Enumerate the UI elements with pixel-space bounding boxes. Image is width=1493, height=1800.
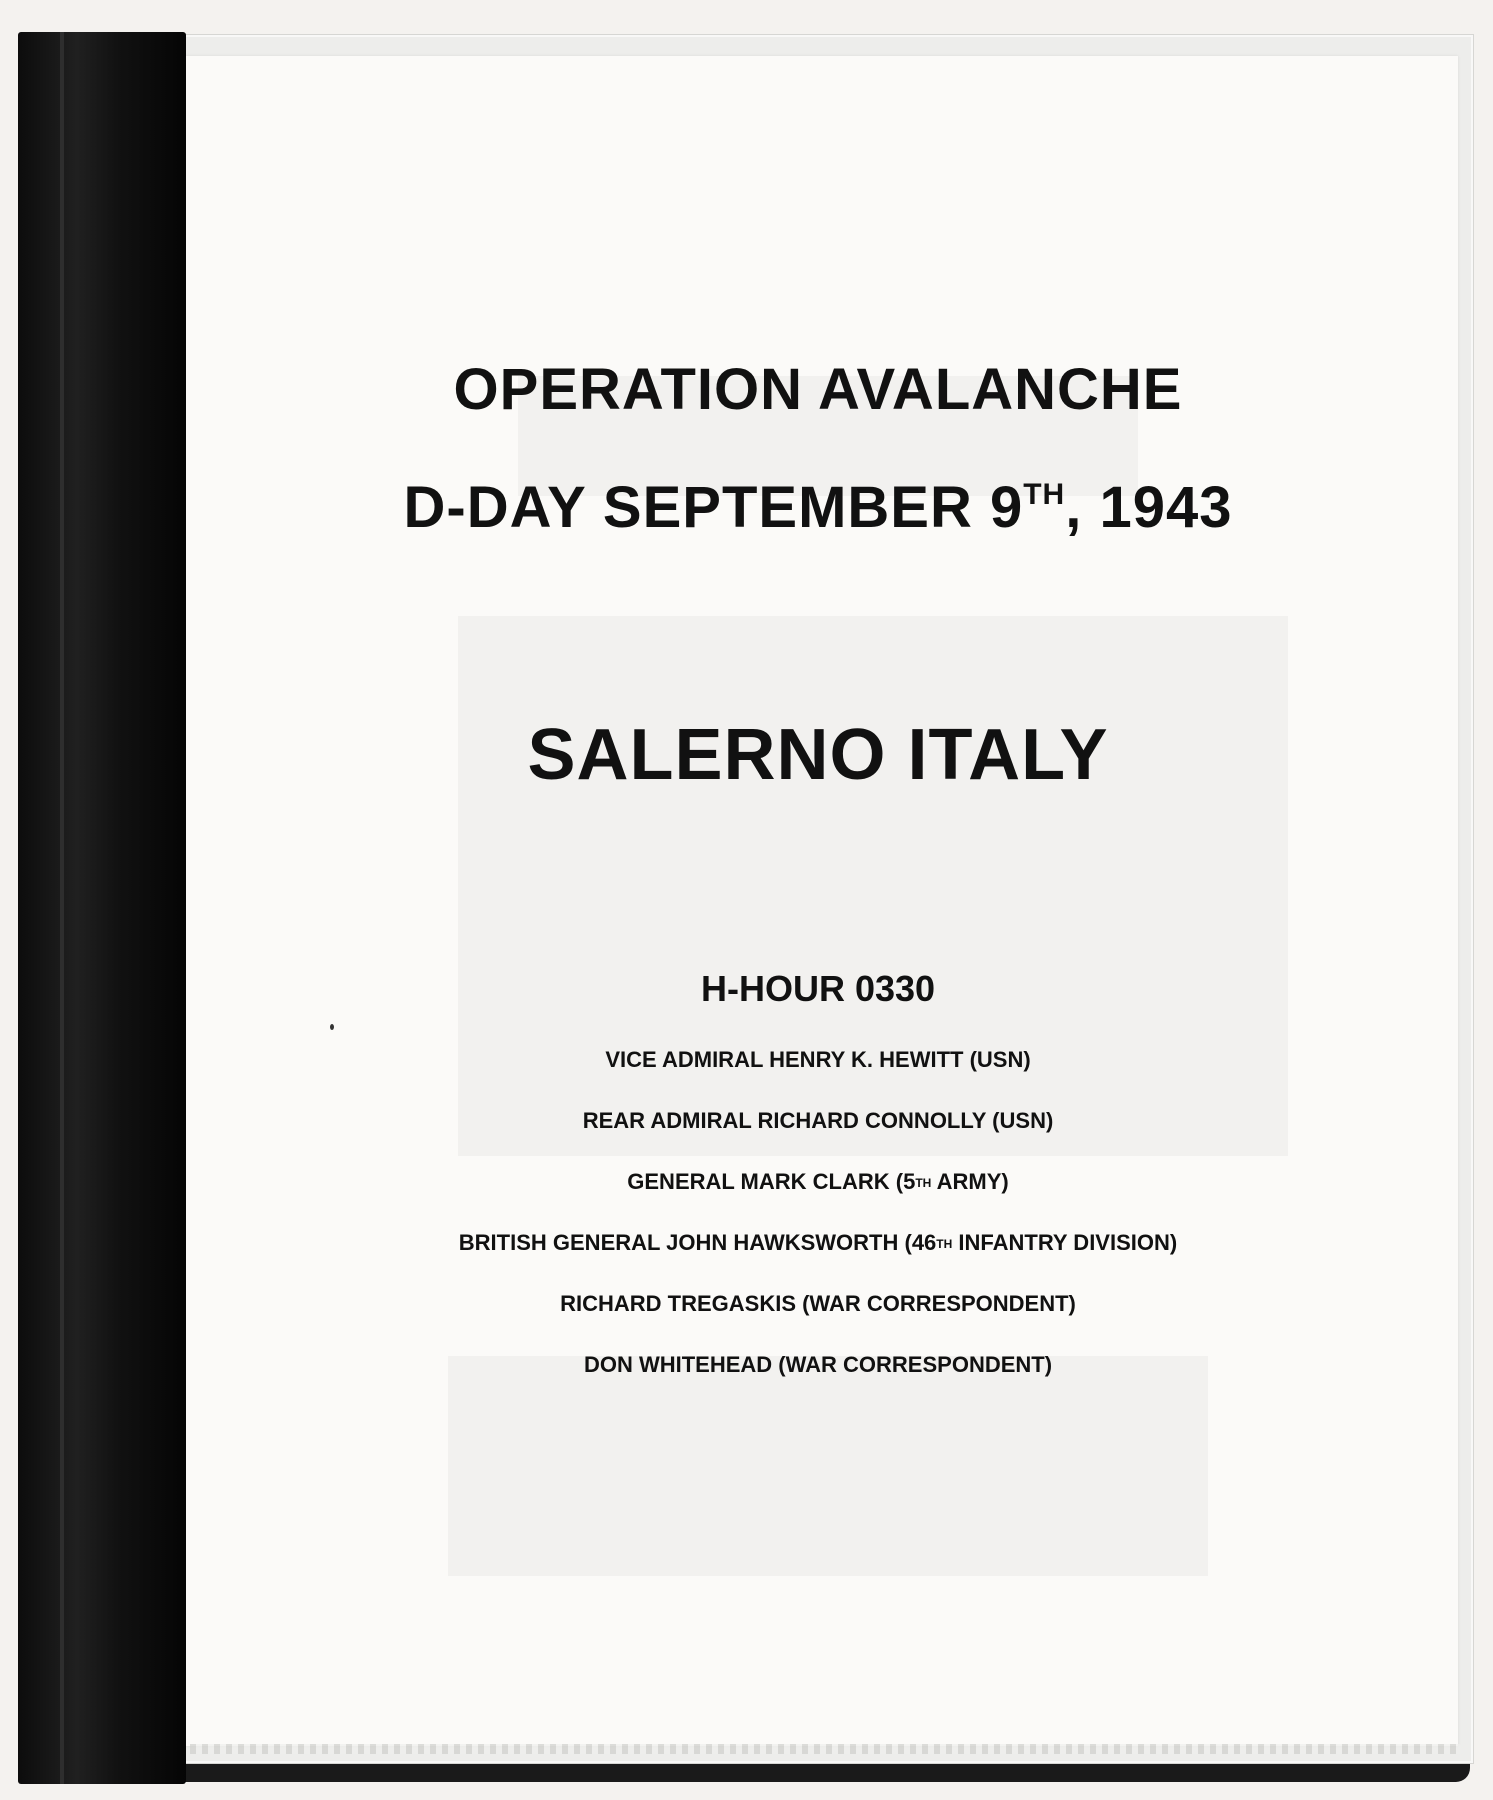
personnel-item-suffix: ARMY) xyxy=(931,1169,1009,1194)
paper-speck xyxy=(330,1024,334,1030)
personnel-item-ordinal: TH xyxy=(915,1176,932,1190)
d-day-date-suffix: , 1943 xyxy=(1065,475,1233,540)
operation-title: OPERATION AVALANCHE xyxy=(453,357,1183,422)
personnel-item: REAR ADMIRAL RICHARD CONNOLLY (USN) xyxy=(582,1108,1054,1133)
location-title: SALERNO ITALY xyxy=(527,715,1109,795)
binder-spine xyxy=(18,32,186,1784)
h-hour-heading: H-HOUR 0330 xyxy=(700,968,936,1009)
d-day-date xyxy=(178,474,1458,541)
personnel-item: VICE ADMIRAL HENRY K. HEWITT (USN) xyxy=(605,1047,1031,1072)
spine-groove xyxy=(60,32,64,1784)
personnel-item-ordinal: TH xyxy=(936,1237,953,1251)
d-day-date-prefix: D-DAY SEPTEMBER 9 xyxy=(403,475,1024,540)
personnel-item xyxy=(178,1230,1458,1291)
personnel-item: DON WHITEHEAD (WAR CORRESPONDENT) xyxy=(583,1352,1053,1377)
personnel-list xyxy=(178,1047,1458,1413)
d-day-date-ordinal: TH xyxy=(1023,478,1066,511)
personnel-item-prefix: GENERAL MARK CLARK (5 xyxy=(627,1169,916,1194)
personnel-item-suffix: INFANTRY DIVISION) xyxy=(952,1230,1178,1255)
cover-page xyxy=(178,56,1458,1746)
plastic-perforation-strip xyxy=(190,1744,1460,1754)
personnel-item: RICHARD TREGASKIS (WAR CORRESPONDENT) xyxy=(560,1291,1076,1316)
personnel-item-prefix: BRITISH GENERAL JOHN HAWKSWORTH (46 xyxy=(458,1230,937,1255)
personnel-item xyxy=(178,1169,1458,1230)
